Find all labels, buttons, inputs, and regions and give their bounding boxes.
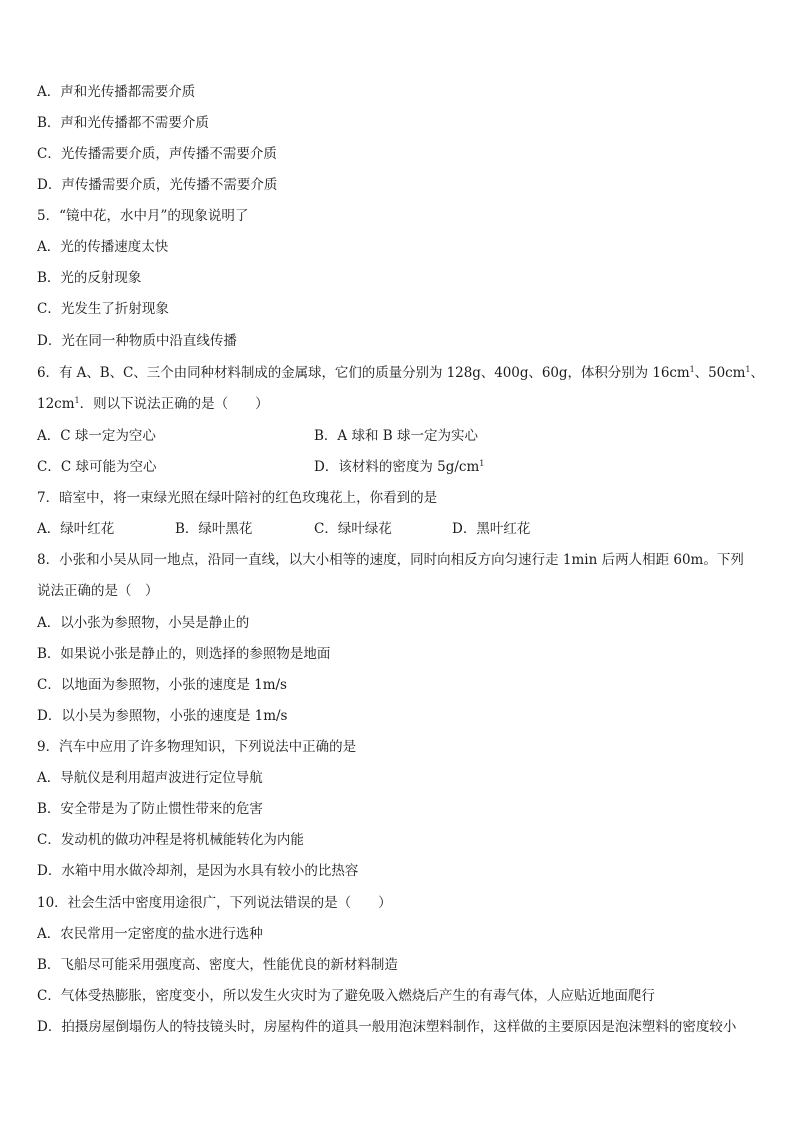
- q10-option-a: A．农民常用一定密度的盐水进行选种: [37, 926, 263, 942]
- q7-option-d: D．黑叶红花: [452, 521, 531, 537]
- q6-stem-line2: [37, 395, 269, 413]
- q6-options-row2: [37, 458, 484, 476]
- q5-option-a: A．光的传播速度太快: [37, 239, 169, 255]
- q6-option-a: A．C 球一定为空心: [37, 428, 156, 444]
- q7-stem: 7．暗室中，将一束绿光照在绿叶陪衬的红色玫瑰花上，你看到的是: [37, 490, 438, 506]
- q9-option-d: D．水箱中用水做冷却剂，是因为水具有较小的比热容: [37, 863, 359, 879]
- q6-stem-part-e: ．则以下说法正确的是（ ）: [79, 396, 269, 412]
- q5-stem: 5．“镜中花，水中月”的现象说明了: [37, 208, 249, 224]
- q9-option-b: B．安全带是为了防止惯性带来的危害: [37, 801, 263, 817]
- q5-option-b: B．光的反射现象: [37, 270, 142, 286]
- q9-option-a: A．导航仪是利用超声波进行定位导航: [37, 770, 263, 786]
- q6-stem-part-b: 、50cm: [694, 365, 746, 381]
- q8-option-c: C．以地面为参照物，小张的速度是 1m/s: [37, 677, 287, 693]
- q6-option-d-text: D．该材料的密度为 5g/cm: [314, 459, 480, 475]
- q5-option-d: D．光在同一种物质中沿直线传播: [37, 333, 237, 349]
- q6-superscript: 1: [479, 459, 485, 468]
- q4-option-d: D．声传播需要介质，光传播不需要介质: [37, 177, 278, 193]
- q7-option-c: C．绿叶绿花: [314, 521, 392, 537]
- q6-stem-line1: [37, 364, 764, 382]
- q10-option-c: C．气体受热膨胀，密度变小，所以发生火灾时为了避免吸入燃烧后产生的有毒气体，人应贴近地面爬行: [37, 988, 655, 1004]
- q5-option-c: C．光发生了折射现象: [37, 301, 169, 317]
- q10-option-b: B．飞船尽可能采用强度高、密度大，性能优良的新材料制造: [37, 957, 398, 973]
- q4-option-a: A．声和光传播都需要介质: [37, 84, 196, 100]
- q4-option-c: C．光传播需要介质，声传播不需要介质: [37, 146, 277, 162]
- q6-superscript: 1: [74, 396, 80, 405]
- q6-option-d: [314, 458, 484, 476]
- q6-option-c: C．C 球可能为空心: [37, 459, 157, 475]
- q9-stem: 9．汽车中应用了许多物理知识，下列说法中正确的是: [37, 739, 357, 755]
- q6-option-b: B．A 球和 B 球一定为实心: [314, 428, 478, 444]
- q8-option-d: D．以小吴为参照物，小张的速度是 1m/s: [37, 708, 288, 724]
- q6-superscript: 1: [745, 365, 751, 374]
- q8-stem-line2: 说法正确的是（ ）: [37, 583, 159, 599]
- q8-option-a: A．以小张为参照物，小吴是静止的: [37, 615, 250, 631]
- q10-stem: 10．社会生活中密度用途很广，下列说法错误的是（ ）: [37, 895, 392, 911]
- q6-stem-part-d: 12cm: [37, 396, 75, 412]
- q6-stem-part-c: 、: [750, 365, 764, 381]
- q10-option-d: D．拍摄房屋倒塌伤人的特技镜头时，房屋构件的道具一般用泡沫塑料制作，这样做的主要原因是泡沫塑料的密度较小: [37, 1019, 737, 1035]
- q7-option-a: A．绿叶红花: [37, 521, 115, 537]
- q7-option-b: B．绿叶黑花: [175, 521, 253, 537]
- q7-options-row: [37, 520, 530, 538]
- q9-option-c: C．发动机的做功冲程是将机械能转化为内能: [37, 832, 304, 848]
- q6-stem-part-a: 6．有 A、B、C、三个由同种材料制成的金属球，它们的质量分别为 128g、400g、60g，体积分别为 16cm: [37, 365, 690, 381]
- q4-option-b: B．声和光传播都不需要介质: [37, 115, 209, 131]
- q8-stem-line1: 8．小张和小吴从同一地点，沿同一直线，以大小相等的速度，同时向相反方向匀速行走 1min 后两人相距 60m。下列: [37, 552, 744, 568]
- q6-superscript: 1: [689, 365, 695, 374]
- q6-options-row1: [37, 427, 478, 445]
- q8-option-b: B．如果说小张是静止的，则选择的参照物是地面: [37, 646, 331, 662]
